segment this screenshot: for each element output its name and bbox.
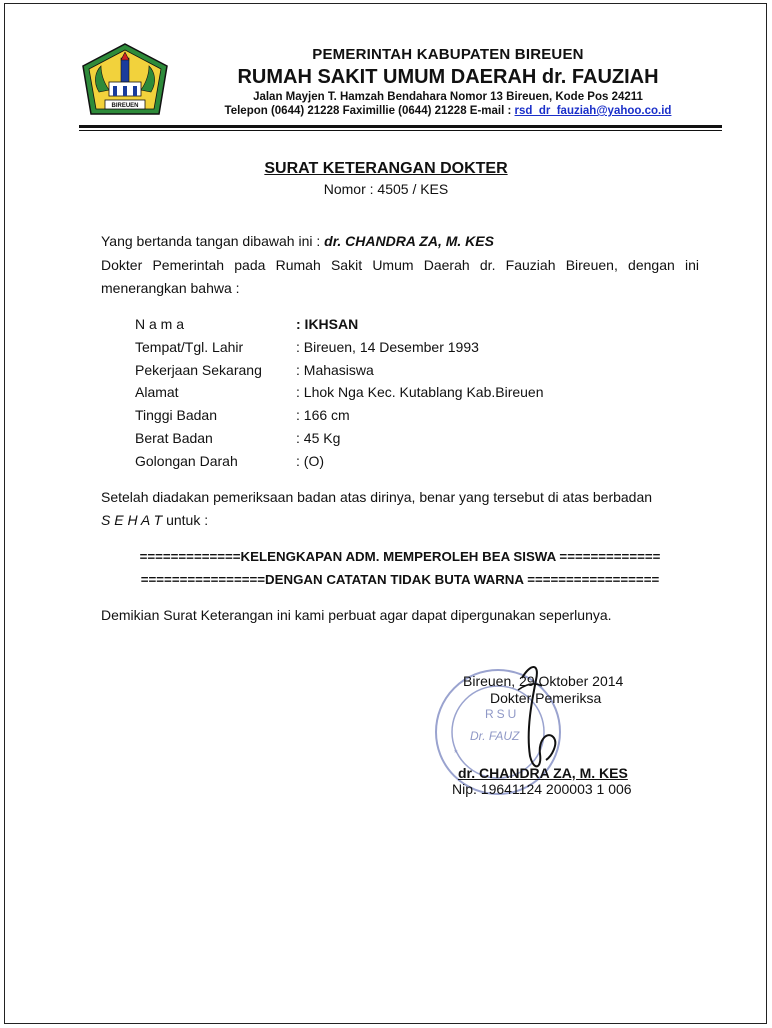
patient-value: : 45 Kg	[296, 430, 341, 446]
signature-nip: Nip. 19641124 200003 1 006	[452, 781, 632, 797]
svg-text:BIREUEN: BIREUEN	[111, 103, 139, 109]
bireuen-regency-logo	[79, 42, 171, 122]
svg-text:*: *	[454, 748, 458, 758]
patient-value: : Lhok Nga Kec. Kutablang Kab.Bireuen	[296, 384, 544, 400]
purpose-line-1: =============KELENGKAPAN ADM. MEMPEROLEH BEA SISWA =============	[139, 549, 661, 564]
contact-phone-fax: Telepon (0644) 21228 Faximillie (0644) 21228 E-mail :	[224, 105, 515, 117]
patient-label: Tempat/Tgl. Lahir	[135, 339, 244, 355]
signature-place-date: Bireuen, 29 Oktober 2014	[463, 673, 624, 689]
purpose-line-2: ================DENGAN CATATAN TIDAK BUTA WARNA =================	[140, 572, 660, 587]
intro-paragraph: Dokter Pemerintah pada Rumah Sakit Umum Daerah dr. Fauziah Bireuen, dengan ini menerangkan bahwa :	[101, 257, 699, 296]
patient-value: : Bireuen, 14 Desember 1993	[296, 339, 479, 355]
signature-block	[430, 660, 690, 800]
result-sentence: Setelah diadakan pemeriksaan badan atas dirinya, benar yang tersebut di atas berbadan	[101, 489, 653, 505]
document-number: Nomor : 4505 / KES	[323, 181, 449, 197]
stamp-text-name: Dr. FAUZ	[470, 729, 520, 743]
signature-name: dr. CHANDRA ZA, M. KES	[458, 765, 628, 781]
result-status-line	[101, 510, 699, 530]
letterhead-contact	[178, 104, 718, 118]
letterhead-rule-thin	[79, 130, 722, 131]
signature-role: Dokter Pemeriksa	[490, 690, 602, 706]
intro-prefix: Yang bertanda tangan dibawah ini :	[101, 233, 325, 249]
patient-value: : IKHSAN	[296, 316, 359, 332]
intro-line	[101, 231, 699, 251]
letterhead-address: Jalan Mayjen T. Hamzah Bendahara Nomor 13 Bireuen, Kode Pos 24211	[253, 91, 643, 103]
patient-label: Golongan Darah	[135, 453, 238, 469]
patient-value: : (O)	[296, 453, 324, 469]
letterhead-hospital: RUMAH SAKIT UMUM DAERAH dr. FAUZIAH	[237, 66, 659, 88]
closing-statement: Demikian Surat Keterangan ini kami perbuat agar dapat dipergunakan seperlunya.	[101, 607, 612, 623]
health-status: S E H A T	[101, 512, 163, 528]
stamp-text-rsu: RSU	[485, 707, 520, 721]
letterhead-rule-thick	[79, 125, 722, 128]
result-suffix: untuk :	[162, 512, 209, 528]
patient-label: N a m a	[135, 316, 185, 332]
patient-label: Pekerjaan Sekarang	[135, 362, 262, 378]
document-title: SURAT KETERANGAN DOKTER	[264, 160, 508, 177]
patient-value: : 166 cm	[296, 407, 350, 423]
letterhead-government: PEMERINTAH KABUPATEN BIREUEN	[312, 46, 584, 63]
patient-value: : Mahasiswa	[296, 362, 374, 378]
patient-label: Tinggi Badan	[135, 407, 217, 423]
doctor-name: dr. CHANDRA ZA, M. KES	[324, 233, 494, 249]
patient-label: Berat Badan	[135, 430, 213, 446]
email-link[interactable]: rsd_dr_fauziah@yahoo.co.id	[514, 105, 672, 117]
patient-label: Alamat	[135, 384, 179, 400]
letterhead	[178, 46, 718, 118]
